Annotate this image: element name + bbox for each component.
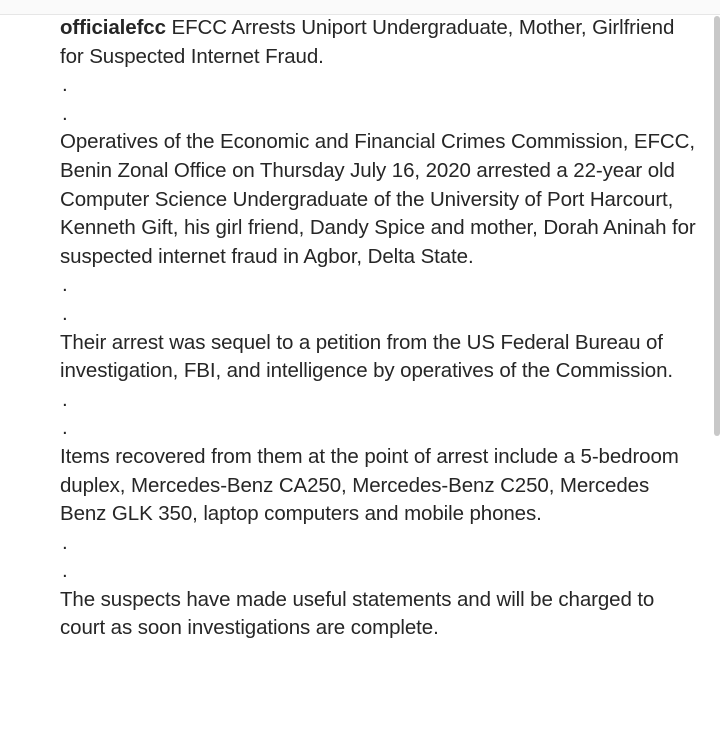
separator-dot: . bbox=[62, 387, 68, 411]
caption-intro bbox=[60, 14, 700, 71]
caption-paragraph: Items recovered from them at the point of arrest include a 5-bedroom duplex, Mercedes-Benz CA250, Mercedes-Benz C250, Mercedes Benz GLK 350, laptop computers and mobile phones. bbox=[60, 444, 679, 526]
separator-dot: . bbox=[62, 301, 68, 325]
separator-dot: . bbox=[62, 416, 68, 440]
separator-dot: . bbox=[62, 73, 68, 97]
scrollbar-thumb[interactable] bbox=[714, 16, 720, 436]
top-divider bbox=[0, 0, 720, 15]
caption-headline: EFCC Arrests Uniport Undergraduate, Mother, Girlfriend for Suspected Internet Fraud. bbox=[60, 16, 675, 68]
separator-dot: . bbox=[62, 273, 68, 297]
username-link[interactable]: officialefcc bbox=[60, 16, 166, 39]
caption-paragraph: Operatives of the Economic and Financial Crimes Commission, EFCC, Benin Zonal Office on Thursday July 16, 2020 arrested a 22-year old Computer Science Undergraduate of the University of Port Harcourt, Kenneth Gift, his girl friend, Dandy Spice and mother, Dorah Aninah for suspected internet fraud in Agbor, Delta State. bbox=[60, 130, 696, 268]
separator-dot: . bbox=[62, 559, 68, 583]
separator-dot: . bbox=[62, 101, 68, 125]
post-caption bbox=[60, 14, 700, 643]
caption-paragraph: Their arrest was sequel to a petition from the US Federal Bureau of investigation, FBI, and intelligence by operatives of the Commission. bbox=[60, 330, 673, 383]
caption-paragraph: The suspects have made useful statements and will be charged to court as soon investigations are complete. bbox=[60, 587, 655, 640]
separator-dot: . bbox=[62, 530, 68, 554]
